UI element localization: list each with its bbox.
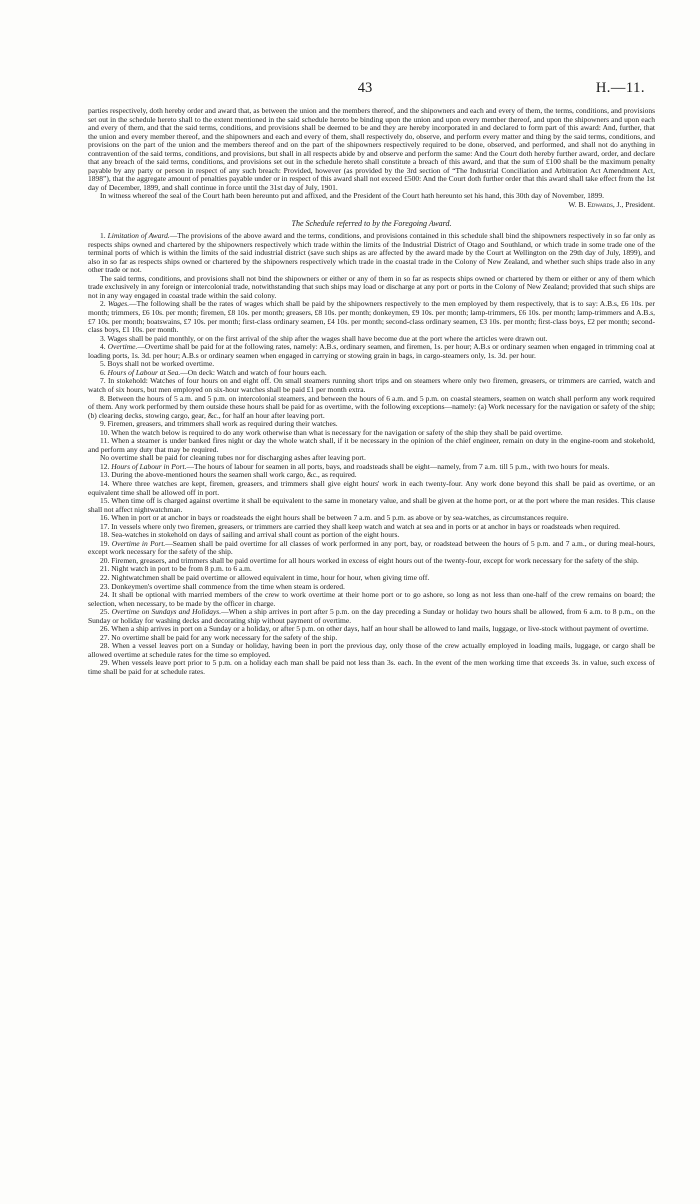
clause-text: When a steamer is under banked fires night or day the whole watch shall, if it be necessary in the opinion of the chief engineer, remain on duty in the engine-room and stokehold, and perform any duty that may be required.	[88, 436, 655, 454]
clause-text: —On deck: Watch and watch of four hours each.	[180, 367, 327, 377]
schedule-clause	[88, 232, 655, 275]
schedule-clause	[88, 642, 655, 659]
clause-text: When a vessel leaves port on a Sunday or holiday, having been in port the previous day, only those of the crew actually employed in loading mails, luggage, or cargo shall be allowed overtime at schedule rates for the time so employed.	[88, 641, 655, 659]
clause-number: 27.	[100, 632, 112, 642]
clause-number: 3.	[100, 333, 108, 343]
schedule-clause	[88, 591, 655, 608]
clause-number: 5.	[100, 359, 108, 369]
clause-title: Overtime in Port.	[111, 538, 166, 548]
clause-text: —The provisions of the above award and the terms, conditions, and provisions contained in this schedule shall bind the shipowners respectively in so far only as respects ships owned and chartered by the shipowners respectively which trade within the limits of the Industrial District of Otago and Southland, or which trade in some trade one of the terminal ports of which is within the limits of the said industrial district (save such ships as are affected by the award made by the Court at Wellington on the 29th day of July, 1899), and also in so far as respects ships owned or chartered by the shipowners respectively which trade in the coastal trade in the Colony of New Zealand, and whether such ships trade also in any other trade or not.	[88, 231, 655, 275]
clause-number: 10.	[100, 427, 112, 437]
page-body	[88, 107, 655, 677]
clause-text: It shall be optional with married members of the crew to work overtime at their home port or to go ashore, so long as not less than one-half of the crew remains on board; the selection, when necessary, to be made by the officer in charge.	[88, 590, 656, 608]
clause-title: Overtime.	[107, 342, 138, 352]
clause-number: 16.	[100, 513, 112, 523]
schedule-clause	[88, 659, 655, 676]
clause-number: 4.	[100, 342, 108, 352]
signature-line	[88, 201, 655, 210]
schedule-clause	[88, 300, 655, 334]
award-intro-paragraph: parties respectively, doth hereby order and award that, as between the union and the members thereof, and the shipowners and each and every of them, the terms, conditions, and provisions set out in the schedule hereto shall to the extent mentioned in the said schedule hereto be binding upon the union and upon every member thereof, and upon the shipowners and upon each and every of them, and that the said terms, conditions, and provisions shall be deemed to be and they are hereby incorporated in and declared to form part of this award: And, further, that the union and every member thereof, and the shipowners and each and every of them, shall respectively do, observe, and perform every matter and thing by the said terms, conditions, and provisions on the part of the union and the members thereof and on the part of the shipowners respectively required to be done, observed, and performed, and shall not do anything in contravention of the said terms, conditions, and provisions, but shall in all respects abide by and observe and perform the same: And the Court doth hereby further award, order, and declare that any breach of the said terms, conditions, and provisions set out in the schedule hereto shall constitute a breach of this award, and that the sum of £100 shall be the maximum penalty payable by any party or person in respect of any such breach: Provided, however (as provided by the 3rd section of “The Industrial Conciliation and Arbitration Act Amendment Act, 1898”), that the aggregate amount of penalties payable under or in respect of this award shall not exceed £500: And the Court doth further order that this award shall take effect from the 1st day of December, 1899, and shall continue in force until the 31st day of July, 1901.	[88, 106, 655, 192]
clause-text: Nightwatchmen shall be paid overtime or allowed equivalent in time, hour for hour, when giving time off.	[111, 572, 430, 582]
page-number: 43	[357, 80, 373, 96]
clause-number: 28.	[100, 641, 112, 651]
witness-text: In witness whereof the seal of the Court hath been hereunto put and affixed, and the President of the Court hath hereunto set his hand, this 30th day of November, 1899.	[100, 191, 605, 201]
clause-number: 19.	[100, 538, 112, 548]
clause-number: 20.	[100, 555, 112, 565]
document-reference: H.—11.	[595, 80, 645, 96]
clause-title: Hours of Labour in Port.	[111, 461, 187, 471]
clause-title: Wages.	[107, 299, 130, 309]
clause-text: —The following shall be the rates of wages which shall be paid by the shipowners respectively to the men employed by them respectively, that is to say: A.B.s, £6 10s. per month; trimmers, £6 10s. per month; firemen, £8 10s. per month; greasers, £8 10s. per month; donkeymen, £9 10s. per month; lamp-trimmers, £6 10s. per month; lamp-trimmers and A.B.s, £7 10s. per month; boatswains, £7 10s. per month; first-class ordinary seamen, £4 10s. per month; second-class ordinary seamen, £3 10s. per month; first-class boys, £2 per month; second-class boys, £1 10s. per month.	[88, 299, 656, 335]
schedule-clause	[88, 275, 655, 301]
clause-text: Donkeymen's overtime shall commence from the time when steam is ordered.	[111, 581, 345, 591]
schedule-heading: The Schedule referred to by the Foregoing Award.	[291, 218, 452, 228]
clause-number: 11.	[100, 436, 112, 446]
clause-text: Firemen, greasers, and trimmers shall be paid overtime for all hours worked in excess of eight hours out of the twenty-four, except for work necessary for the safety of the ship.	[111, 555, 639, 565]
clause-text: No overtime shall be paid for cleaning tubes nor for discharging ashes after leaving port.	[100, 453, 366, 463]
clause-number: 29.	[100, 658, 112, 668]
clause-text: —Seamen shall be paid overtime for all classes of work performed in any port, bay, or roadstead between the hours of 5 p.m. and 7 a.m., or during meal-hours, except work necessary for the safety of the ship.	[88, 538, 656, 557]
clause-text: When vessels leave port prior to 5 p.m. on a holiday each man shall be paid not less than 3s. each. In the event of the men working time that exceeds 3s. in value, such excess of time shall be paid for at schedule rates.	[88, 658, 655, 676]
clause-text: Sea-watches in stokehold on days of sailing and arrival shall count as portion of the eight hours.	[111, 530, 400, 540]
schedule-clause	[88, 540, 655, 557]
clause-number: 1.	[100, 231, 108, 241]
clause-title: Limitation of Award.	[107, 231, 170, 241]
clause-text: The said terms, conditions, and provisions shall not bind the shipowners or either or any of them in so far as respects ships owned or chartered by them or either or any of them which trade exclusively in any foreign or intercolonial trade, notwithstanding that such ships may load or discharge at any port or ports in the Colony of New Zealand; provided that such ships are not in any way engaged in coastal trade within the said colony.	[88, 273, 655, 300]
schedule-clause	[88, 395, 655, 421]
clause-text: Between the hours of 5 a.m. and 5 p.m. on intercolonial steamers, and between the hours of 6 a.m. and 5 p.m. on coastal steamers, seamen on watch shall perform any work required of them. Any work performed by them outside these hours shall be paid for as overtime, with the following exceptions—namely: (a) Work necessary for the navigation or safety of the ship; (b) clearing decks, stowing cargo, gear, &c., for half an hour after leaving port.	[88, 393, 656, 420]
clause-text: In stokehold: Watches of four hours on and eight off. On small steamers running short trips and on steamers where only two firemen, greasers, or trimmers are carried, watch and watch of six hours, but men employed on six-hour watches shall be paid £1 per month extra.	[88, 376, 655, 394]
clause-number: 21.	[100, 564, 112, 574]
clause-text: Firemen, greasers, and trimmers shall work as required during their watches.	[107, 419, 338, 429]
clause-title: Overtime on Sundays and Holidays.	[111, 607, 222, 617]
schedule-clause	[88, 497, 655, 514]
clause-text: When a ship arrives in port on a Sunday or a holiday, or after 5 p.m. on other days, half an hour shall be allowed to land mails, luggage, or live-stock without payment of overtime.	[111, 624, 649, 634]
clause-number: 8.	[100, 393, 108, 403]
clause-text: When time off is charged against overtime it shall be equivalent to the same in monetary value, and shall be given at the home port, or at the port where the man resides. This clause shall not affect nightwatchman.	[88, 496, 656, 514]
clause-number: 9.	[100, 419, 108, 429]
clause-number: 18.	[100, 530, 112, 540]
clause-text: No overtime shall be paid for any work necessary for the safety of the ship.	[111, 632, 338, 642]
clause-text: When the watch below is required to do any work otherwise than what is necessary for the navigation or safety of the ship they shall be paid overtime.	[111, 427, 563, 437]
clause-text: Boys shall not be worked overtime.	[107, 359, 215, 369]
page-header	[85, 80, 645, 102]
clause-number: 22.	[100, 572, 112, 582]
clause-number: 2.	[100, 299, 108, 309]
clause-text: —The hours of labour for seamen in all ports, bays, and roadsteads shall be eight—namely, from 7 a.m. till 5 p.m., with two hours for meals.	[186, 461, 610, 471]
clause-number: 7.	[100, 376, 108, 386]
clause-number: 25.	[100, 607, 112, 617]
schedule-clause	[88, 608, 655, 625]
clause-number: 26.	[100, 624, 112, 634]
clause-number: 15.	[100, 496, 112, 506]
clause-text: Night watch in port to be from 8 p.m. to 6 a.m.	[111, 564, 252, 574]
clause-text: Where three watches are kept, firemen, greasers, and trimmers shall give eight hours' work in each twenty-four. Any work done beyond this shall be paid as overtime, or an equivalent time shall be allowed off in port.	[88, 478, 655, 497]
clause-number: 6.	[100, 367, 108, 377]
schedule-clause	[88, 343, 655, 360]
schedule-clause	[88, 437, 655, 454]
schedule-clauses	[88, 232, 655, 676]
schedule-clause	[88, 377, 655, 394]
signature-name: W. B. Edwards	[568, 200, 613, 210]
clause-number: 17.	[100, 521, 112, 531]
clause-text: —When a ship arrives in port after 5 p.m. on the day preceding a Sunday or holiday two hours shall be allowed, from 6 a.m. to 8 p.m., on the Sunday or holiday for washing decks and decorating ship without payment of overtime.	[88, 607, 656, 625]
clause-number: 13.	[100, 470, 112, 480]
clause-number: 23.	[100, 581, 112, 591]
clause-text: During the above-mentioned hours the seamen shall work cargo, &c., as required.	[111, 470, 357, 480]
clause-text: Wages shall be paid monthly, or on the first arrival of the ship after the wages shall have become due at the port where the articles were drawn out.	[107, 333, 548, 343]
signature-suffix: , J., President.	[612, 200, 655, 210]
schedule-clause	[88, 480, 655, 497]
clause-number: 24.	[100, 590, 112, 600]
clause-title: Hours of Labour at Sea.	[107, 367, 181, 377]
clause-text: —Overtime shall be paid for at the following rates, namely: A.B.s, ordinary seamen, and firemen, 1s. per hour; A.B.s or ordinary seamen when engaged in trimming coal at loading ports, 1s. 3d. per hour; A.B.s or ordinary seamen when engaged in carrying or stowing grain in bags, in cargo-steamers only, 1s. 3d. per hour.	[88, 342, 656, 360]
clause-text: In vessels where only two firemen, greasers, or trimmers are carried they shall keep watch and watch at sea and in ports or at anchor in bays or roadsteads when required.	[111, 521, 621, 531]
clause-number: 14.	[100, 478, 113, 488]
clause-number: 12.	[100, 461, 112, 471]
clause-text: When in port or at anchor in bays or roadsteads the eight hours shall be between 7 a.m. and 5 p.m. as above or by sea-watches, as circumstances require.	[111, 513, 569, 523]
